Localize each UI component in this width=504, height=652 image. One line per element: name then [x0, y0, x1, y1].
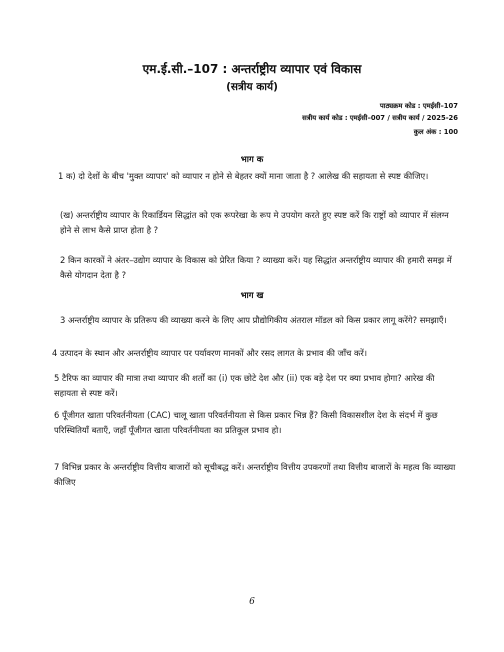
question-5: 5 टैरिफ का व्यापार की मात्रा तथा व्यापार की शर्तों का (i) एक छोटे देश और (ii) एक बड़े देश पर क्या प्रभाव होगा? आरेख की सहायता से स्पष्ट करें। — [54, 373, 435, 398]
question-6: 6 पूँजीगत खाता परिवर्तनीयता (CAC) चालू खाता परिवर्तनीयता से किस प्रकार भिन्न हैं? किसी विकासशील देश के संदर्भ में कुछ परिस्थितियाँ बताएँ, जहाँ पूँजीगत खाता परिवर्तनीयता का प्रतिकूल प्रभाव हो। — [54, 410, 438, 435]
section-a-heading: भाग क — [240, 155, 264, 165]
document-subtitle: (सत्रीय कार्य) — [226, 81, 278, 93]
question-4: 4 उत्पादन के स्थान और अन्तर्राष्ट्रीय व्यापार पर पर्यावरण मानकों और रसद लागत के प्रभाव की जाँच करें। — [52, 348, 368, 358]
question-7: 7 विभिन्न प्रकार के अन्तर्राष्ट्रीय वित्तीय बाजारों को सूचीबद्ध करें। अन्तर्राष्ट्रीय वित्तीय उपकरणों तथा वित्तीय बाजारों के महत्व कि व्याख्या कीजिए — [54, 462, 456, 487]
question-1a: 1 क) दो देशों के बीच 'मुक्त व्यापार' को व्यापार न होने से बेहतर क्यों माना जाता है ? आलेख की सहायता से स्पष्ट कीजिए। — [58, 171, 429, 181]
document-title: एम.ई.सी.–107 : अन्तर्राष्ट्रीय व्यापार एवं विकास — [142, 62, 362, 76]
page-number: 6 — [249, 597, 255, 607]
course-code: पाठ्यक्रम कोड : एमईसी–107 — [379, 102, 458, 110]
assignment-code: सत्रीय कार्य कोड : एमईसी–007 / सत्रीय कार्य / 2025-26 — [302, 114, 458, 122]
question-1b: (ख) अन्तर्राष्ट्रीय व्यापार के रिकार्डियन सिद्धांत को एक रूपरेखा के रूप मे उपयोग करते हुए स्पष्ट करें कि राष्ट्रों को व्यापार में संलग्न होने से लाभ कैसे प्राप्त होता है ? — [60, 210, 449, 235]
section-b-heading: भाग ख — [240, 291, 264, 301]
question-2: 2 किन कारकों ने अंतर–उद्योग व्यापार के विकास को प्रेरित किया ? व्याख्या करें। यह सिद्धांत अन्तर्राष्ट्रीय व्यापार की हमारी समझ में कैसे योगदान देता है ? — [60, 255, 452, 280]
question-3: 3 अन्तर्राष्ट्रीय व्यापार के प्रतिरूप की व्याख्या करने के लिए आप प्रौद्योगिकीय अंतराल मॉडल को किस प्रकार लागू करेंगे? समझाएँ। — [60, 315, 447, 325]
total-marks: कुल अंक : 100 — [413, 128, 458, 136]
